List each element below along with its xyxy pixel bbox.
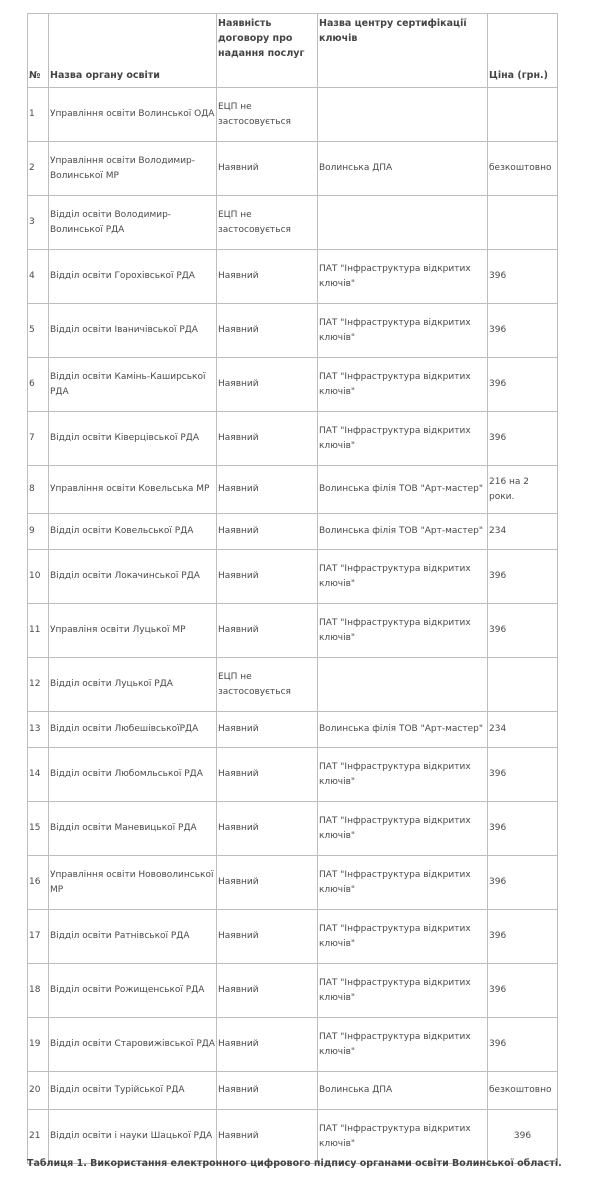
cell-center: Волинська ДПА — [318, 1072, 488, 1110]
cell-price — [488, 88, 558, 142]
cell-num: 4 — [28, 250, 49, 304]
cell-name: Відділ освіти Турійської РДА — [49, 1072, 217, 1110]
cell-num: 3 — [28, 196, 49, 250]
header-contract: Наявність договору про надання послуг — [217, 14, 318, 88]
cell-name: Відділ освіти Ковельської РДА — [49, 514, 217, 550]
cell-num: 13 — [28, 712, 49, 748]
cell-contract: Наявний — [217, 514, 318, 550]
cell-price: 396 — [488, 1110, 558, 1164]
cell-num: 9 — [28, 514, 49, 550]
cell-price: 396 — [488, 1018, 558, 1072]
cell-name: Відділ освіти Горохівської РДА — [49, 250, 217, 304]
cell-price: 396 — [488, 358, 558, 412]
table-row — [28, 550, 558, 604]
cell-num: 12 — [28, 658, 49, 712]
cell-price: 396 — [488, 412, 558, 466]
table-row — [28, 712, 558, 748]
cell-center: Волинська філія ТОВ "Арт-мастер" — [318, 466, 488, 514]
cell-name: Відділ освіти Володимир-Волинської РДА — [49, 196, 217, 250]
table-row — [28, 304, 558, 358]
cell-contract: Наявний — [217, 250, 318, 304]
cell-price: безкоштовно — [488, 142, 558, 196]
cell-contract: Наявний — [217, 964, 318, 1018]
cell-num: 18 — [28, 964, 49, 1018]
cell-contract: Наявний — [217, 1018, 318, 1072]
cell-contract: Наявний — [217, 142, 318, 196]
cell-contract: Наявний — [217, 466, 318, 514]
cell-price: 216 на 2 роки. — [488, 466, 558, 514]
cell-num: 8 — [28, 466, 49, 514]
table-body — [28, 88, 558, 1164]
table-row — [28, 802, 558, 856]
cell-name: Управління освіти Волинської ОДА — [49, 88, 217, 142]
table-row — [28, 88, 558, 142]
cell-price: 396 — [488, 550, 558, 604]
edu-signature-table — [27, 13, 558, 1164]
cell-name: Відділ освіти Луцької РДА — [49, 658, 217, 712]
cell-contract: ЕЦП не застосовується — [217, 88, 318, 142]
header-num: № — [28, 14, 49, 88]
cell-center: ПАТ "Інфраструктура відкритих ключів" — [318, 304, 488, 358]
cell-num: 19 — [28, 1018, 49, 1072]
cell-num: 20 — [28, 1072, 49, 1110]
cell-center: ПАТ "Інфраструктура відкритих ключів" — [318, 550, 488, 604]
cell-center — [318, 658, 488, 712]
table-row — [28, 250, 558, 304]
cell-center: ПАТ "Інфраструктура відкритих ключів" — [318, 604, 488, 658]
cell-num: 1 — [28, 88, 49, 142]
cell-name: Відділ освіти Локачинської РДА — [49, 550, 217, 604]
cell-name: Відділ освіти Рожищенської РДА — [49, 964, 217, 1018]
cell-num: 7 — [28, 412, 49, 466]
cell-price: 396 — [488, 802, 558, 856]
cell-center — [318, 196, 488, 250]
cell-contract: Наявний — [217, 550, 318, 604]
cell-center: Волинська філія ТОВ "Арт-мастер" — [318, 712, 488, 748]
table-row — [28, 604, 558, 658]
cell-contract: Наявний — [217, 1110, 318, 1164]
cell-price: 396 — [488, 250, 558, 304]
table-row — [28, 358, 558, 412]
cell-contract: Наявний — [217, 910, 318, 964]
cell-center: ПАТ "Інфраструктура відкритих ключів" — [318, 358, 488, 412]
cell-contract: ЕЦП не застосовується — [217, 196, 318, 250]
table-row — [28, 514, 558, 550]
cell-name: Управління освіти Нововолинської МР — [49, 856, 217, 910]
header-name: Назва органу освіти — [49, 14, 217, 88]
cell-name: Відділ освіти Маневицької РДА — [49, 802, 217, 856]
cell-contract: ЕЦП не застосовується — [217, 658, 318, 712]
table-row — [28, 1072, 558, 1110]
cell-price — [488, 658, 558, 712]
table-row — [28, 964, 558, 1018]
cell-price: 396 — [488, 910, 558, 964]
cell-center: ПАТ "Інфраструктура відкритих ключів" — [318, 250, 488, 304]
cell-name: Відділ освіти і науки Шацької РДА — [49, 1110, 217, 1164]
cell-center: Волинська філія ТОВ "Арт-мастер" — [318, 514, 488, 550]
cell-name: Відділ освіти Старовижівської РДА — [49, 1018, 217, 1072]
cell-contract: Наявний — [217, 304, 318, 358]
cell-num: 17 — [28, 910, 49, 964]
table-row — [28, 196, 558, 250]
table-caption: Таблиця 1. Використання електронного цифрового підпису органами освіти Волинської області. — [27, 1158, 562, 1169]
cell-center: ПАТ "Інфраструктура відкритих ключів" — [318, 964, 488, 1018]
cell-contract: Наявний — [217, 856, 318, 910]
table-row — [28, 748, 558, 802]
cell-name: Відділ освіти Іваничівської РДА — [49, 304, 217, 358]
cell-price: 234 — [488, 514, 558, 550]
cell-num: 16 — [28, 856, 49, 910]
table-row — [28, 856, 558, 910]
header-center: Назва центру сертифікації ключів — [318, 14, 488, 88]
cell-num: 10 — [28, 550, 49, 604]
cell-num: 21 — [28, 1110, 49, 1164]
cell-num: 11 — [28, 604, 49, 658]
cell-center: ПАТ "Інфраструктура відкритих ключів" — [318, 910, 488, 964]
cell-price — [488, 196, 558, 250]
cell-name: Управління освіти Володимир-Волинської МР — [49, 142, 217, 196]
cell-name: Управління освіти Ковельська МР — [49, 466, 217, 514]
cell-name: Відділ освіти ЛюбешівськоїРДА — [49, 712, 217, 748]
cell-center — [318, 88, 488, 142]
cell-contract: Наявний — [217, 748, 318, 802]
cell-price: 396 — [488, 856, 558, 910]
cell-name: Відділ освіти Камінь-Каширської РДА — [49, 358, 217, 412]
table-row — [28, 1110, 558, 1164]
table-row — [28, 142, 558, 196]
cell-contract: Наявний — [217, 412, 318, 466]
table-row — [28, 412, 558, 466]
cell-price: 396 — [488, 964, 558, 1018]
cell-name: Відділ освіти Ратнівської РДА — [49, 910, 217, 964]
cell-center: ПАТ "Інфраструктура відкритих ключів" — [318, 1018, 488, 1072]
cell-center: ПАТ "Інфраструктура відкритих ключів" — [318, 802, 488, 856]
cell-name: Відділ освіти Ківерцівської РДА — [49, 412, 217, 466]
cell-num: 15 — [28, 802, 49, 856]
cell-num: 14 — [28, 748, 49, 802]
table-header-row — [28, 14, 558, 88]
cell-num: 5 — [28, 304, 49, 358]
table-container — [27, 13, 557, 1164]
cell-price: 396 — [488, 604, 558, 658]
cell-price: безкоштовно — [488, 1072, 558, 1110]
cell-center: Волинська ДПА — [318, 142, 488, 196]
cell-center: ПАТ "Інфраструктура відкритих ключів" — [318, 856, 488, 910]
header-price: Ціна (грн.) — [488, 14, 558, 88]
cell-contract: Наявний — [217, 358, 318, 412]
cell-center: ПАТ "Інфраструктура відкритих ключів" — [318, 412, 488, 466]
cell-name: Відділ освіти Любомльської РДА — [49, 748, 217, 802]
table-row — [28, 910, 558, 964]
table-row — [28, 658, 558, 712]
cell-num: 2 — [28, 142, 49, 196]
cell-contract: Наявний — [217, 712, 318, 748]
cell-name: Управліня освіти Луцької МР — [49, 604, 217, 658]
table-row — [28, 466, 558, 514]
table-row — [28, 1018, 558, 1072]
cell-num: 6 — [28, 358, 49, 412]
cell-contract: Наявний — [217, 1072, 318, 1110]
cell-contract: Наявний — [217, 604, 318, 658]
cell-center: ПАТ "Інфраструктура відкритих ключів" — [318, 1110, 488, 1164]
cell-price: 396 — [488, 304, 558, 358]
cell-price: 396 — [488, 748, 558, 802]
cell-price: 234 — [488, 712, 558, 748]
cell-contract: Наявний — [217, 802, 318, 856]
cell-center: ПАТ "Інфраструктура відкритих ключів" — [318, 748, 488, 802]
